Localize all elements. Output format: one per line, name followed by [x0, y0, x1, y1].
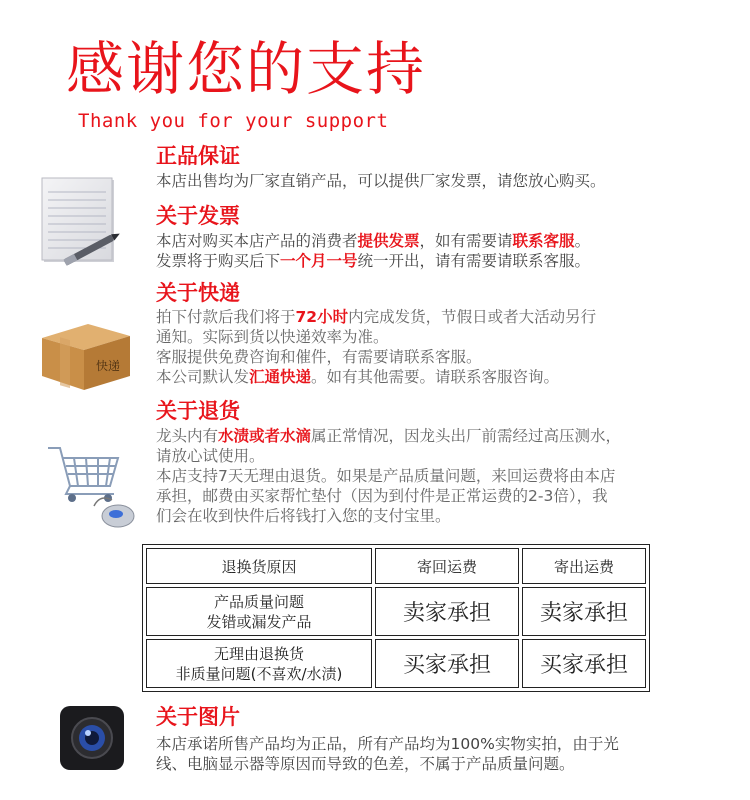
shipping-line-2: 通知。实际到货以快递效率为准。	[156, 328, 389, 346]
photos-line-2: 线、电脑显示器等原因而导致的色差，不属于产品质量问题。	[156, 755, 575, 773]
camera-lens-icon	[60, 706, 124, 770]
shipping-line-4: 本公司默认发汇通快递。如有其他需要。请联系客服咨询。	[156, 368, 560, 386]
section-text-photos	[156, 734, 716, 774]
box-label: 快递	[96, 359, 121, 373]
returns-line-3: 本店支持7天无理由退货。如果是产品质量问题，来回运费将由本店	[156, 467, 616, 485]
invoice-line-1: 本店对购买本店产品的消费者提供发票，如有需要请联系客服。	[156, 232, 591, 250]
section-heading-genuine: 正品保证	[156, 144, 240, 168]
photos-line-1: 本店承诺所售产品均为正品，所有产品均为100%实物实拍，由于光	[156, 735, 619, 753]
table-header-cell: 寄出运费	[522, 548, 646, 584]
return-policy-table	[142, 544, 650, 692]
returns-line-1: 龙头内有水渍或者水滴属正常情况，因龙头出厂前需经过高压测水，	[156, 427, 622, 445]
shipping-line-3: 客服提供免费咨询和催件，有需要请联系客服。	[156, 348, 482, 366]
notepad-pen-icon	[40, 176, 124, 266]
returns-line-4: 承担，邮费由买家帮忙垫付（因为到付件是正常运费的2-3倍），我	[156, 487, 608, 505]
returns-line-2: 请放心试使用。	[156, 447, 265, 465]
table-cell-reason	[146, 639, 372, 688]
section-heading-invoice: 关于发票	[156, 204, 240, 228]
reason-line: 发错或漏发产品	[206, 612, 312, 631]
table-cell-send-fee: 卖家承担	[522, 587, 646, 636]
table-header-row	[146, 548, 646, 584]
shipping-line-1: 拍下付款后我们将于72小时内完成发货，节假日或者大活动另行	[156, 308, 597, 326]
table-cell-reason	[146, 587, 372, 636]
section-text-returns	[156, 426, 716, 526]
section-text-invoice	[156, 231, 716, 271]
reason-line: 产品质量问题	[213, 592, 304, 611]
invoice-line-2: 发票将于购买后下一个月一号统一开出，请有需要请联系客服。	[156, 252, 591, 270]
table-row	[146, 639, 646, 688]
table-cell-return-fee: 买家承担	[375, 639, 519, 688]
table-header-cell: 退换货原因	[146, 548, 372, 584]
table-header-cell: 寄回运费	[375, 548, 519, 584]
table-row	[146, 587, 646, 636]
section-heading-photos: 关于图片	[156, 705, 240, 729]
section-text-genuine: 本店出售均为厂家直销产品，可以提供厂家发票，请您放心购买。	[156, 172, 606, 190]
table-cell-send-fee: 买家承担	[522, 639, 646, 688]
shopping-cart-mouse-icon	[44, 440, 140, 532]
page-subtitle: Thank you for your support	[78, 110, 389, 132]
section-heading-returns: 关于退货	[156, 399, 240, 423]
table-cell-return-fee: 卖家承担	[375, 587, 519, 636]
package-box-icon	[38, 318, 134, 392]
reason-line: 无理由退换货	[213, 644, 304, 663]
section-text-shipping	[156, 307, 716, 387]
reason-line: 非质量问题(不喜欢/水渍)	[175, 664, 343, 683]
returns-line-5: 们会在收到快件后将钱打入您的支付宝里。	[156, 507, 451, 525]
page-title: 感谢您的支持	[66, 35, 427, 103]
section-heading-shipping: 关于快递	[156, 281, 240, 305]
